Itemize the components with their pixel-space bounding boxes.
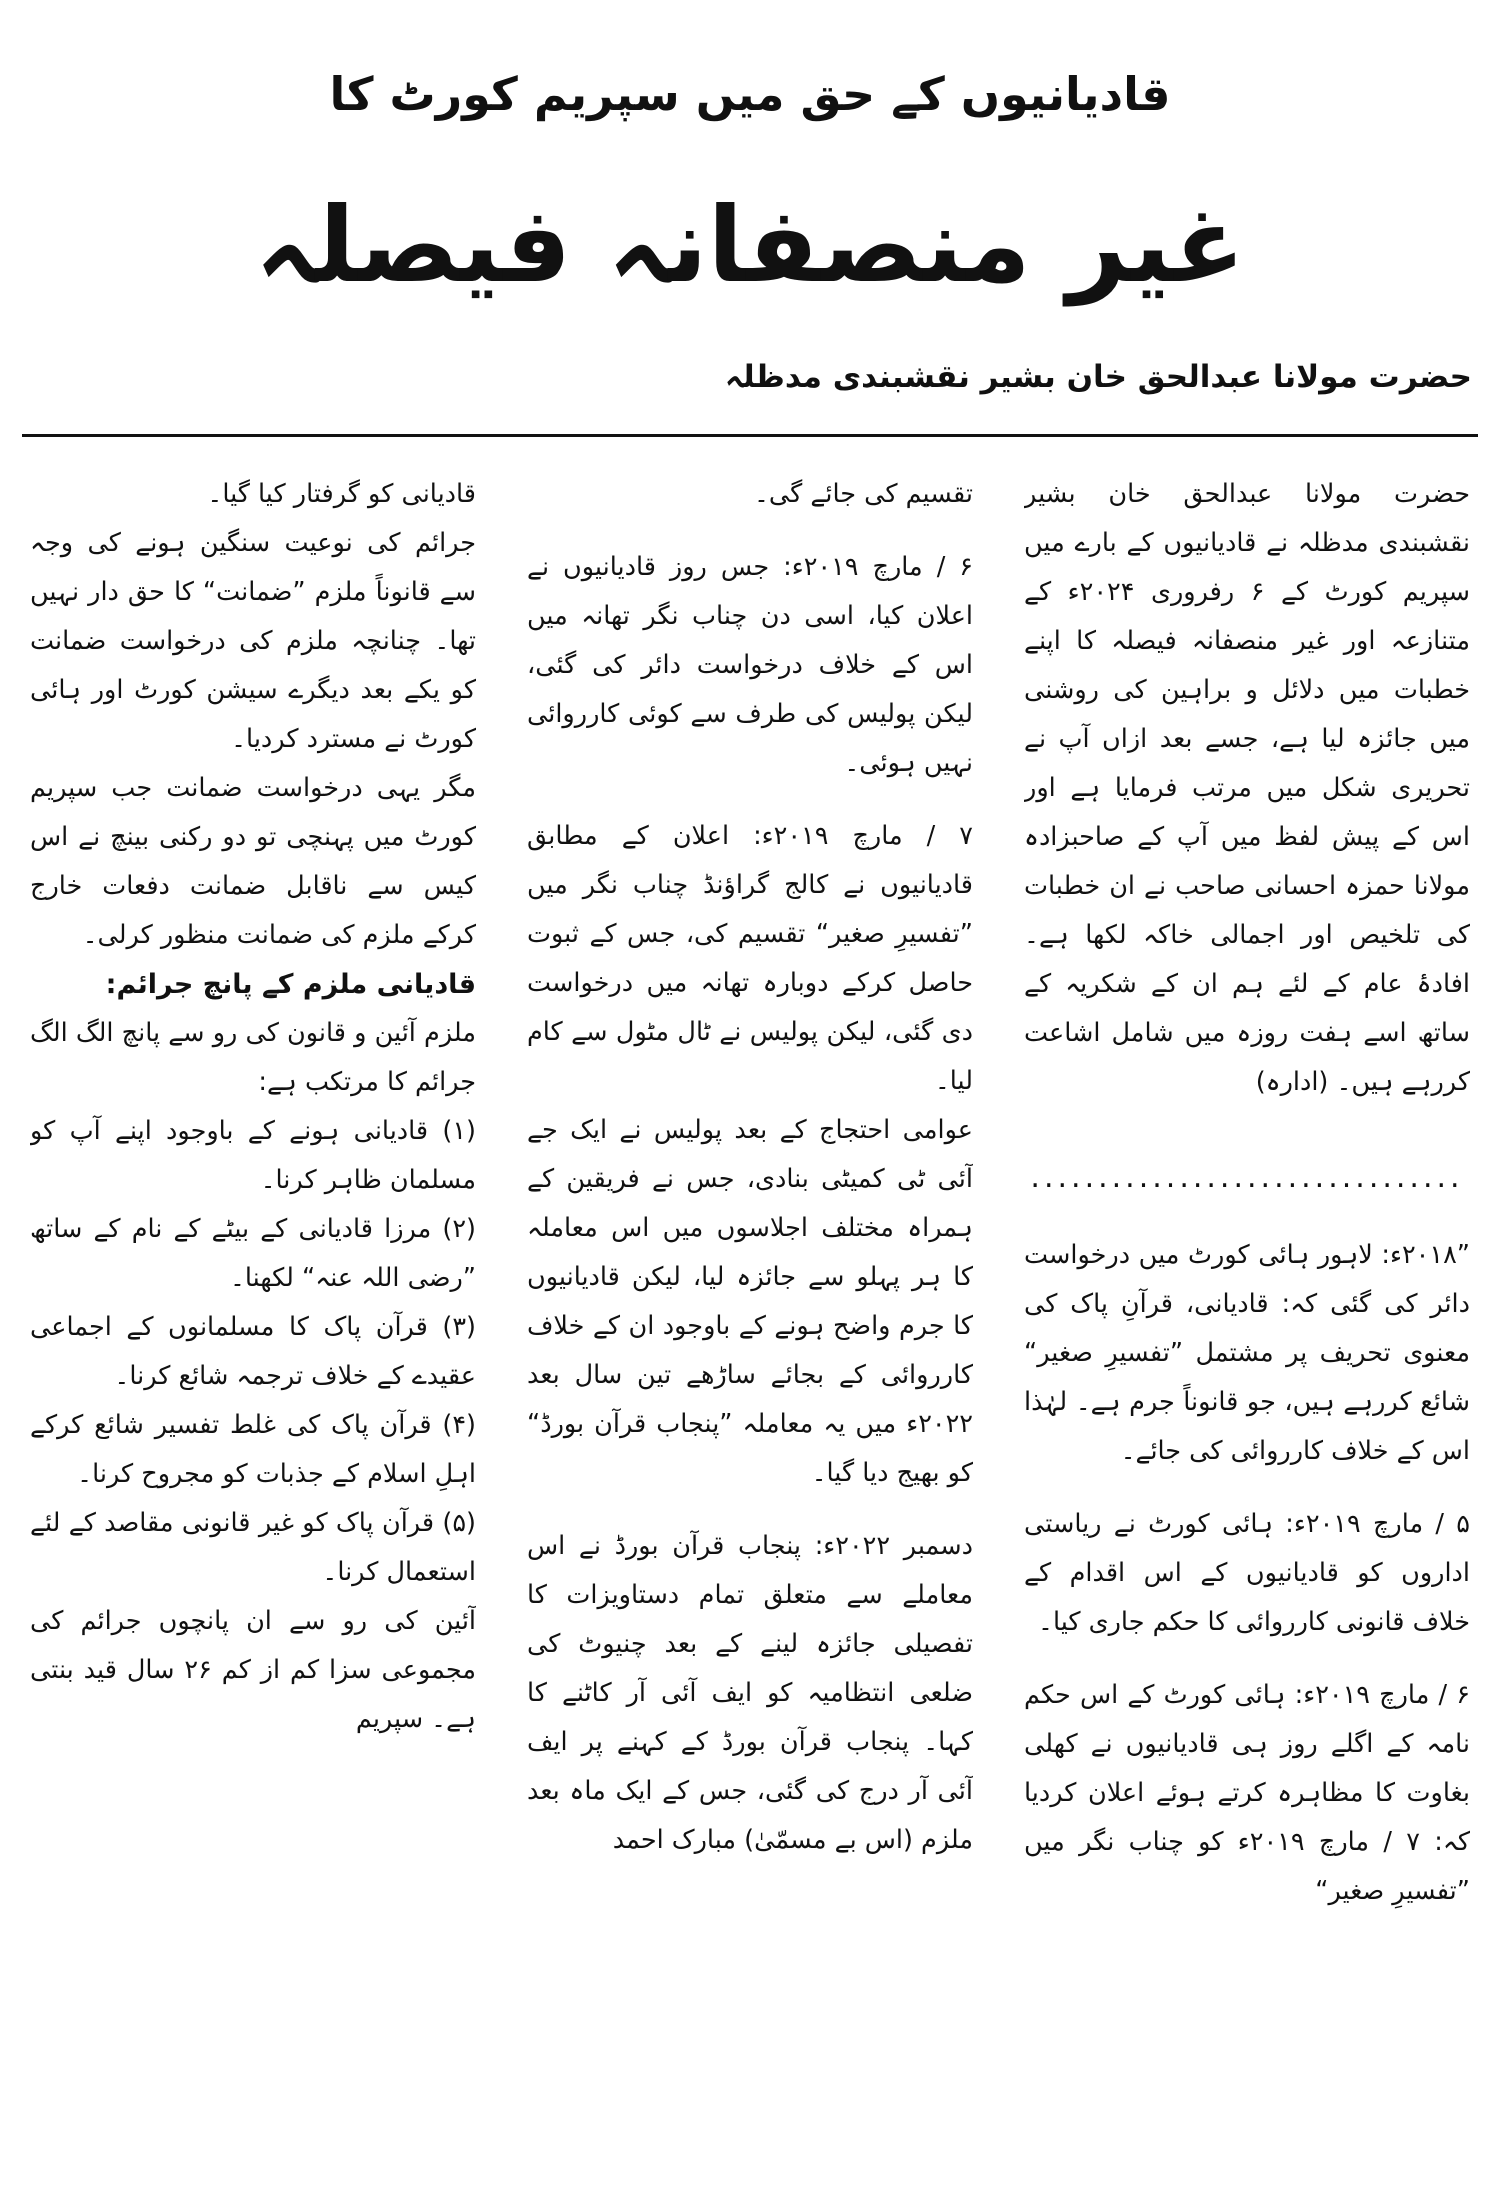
- crime-list-item: (۳) قرآن پاک کا مسلمانوں کے اجماعی عقیدے کے خلاف ترجمہ شائع کرنا۔: [30, 1312, 476, 1391]
- paragraph: ملزم آئین و قانون کی رو سے پانچ الگ الگ جرائم کا مرتکب ہے:: [30, 1018, 476, 1097]
- paragraph: قادیانی کو گرفتار کیا گیا۔: [207, 479, 476, 509]
- paragraph-gap: [1024, 1647, 1470, 1671]
- paragraph-gap: [527, 788, 973, 812]
- paragraph-gap: [527, 519, 973, 543]
- paragraph: آئین کی رو سے ان پانچوں جرائم کی مجموعی سزا کم از کم ۲۶ سال قید بنتی ہے۔ سپریم: [30, 1606, 476, 1734]
- paragraph: ۷ / مارچ ۲۰۱۹ء: اعلان کے مطابق قادیانیوں نے کالج گراؤنڈ چناب نگر میں ”تفسیرِ صغیر“ تقسیم کی، جس کے ثبوت حاصل کرکے دوبارہ تھانہ میں درخواست دی گئی، لیکن پولیس نے ٹال مٹول سے کام لیا۔: [527, 821, 973, 1096]
- article-byline: حضرت مولانا عبدالحق خان بشیر نقشبندی مدظلہ: [724, 359, 1472, 395]
- dotted-separator: ................................: [1030, 1160, 1464, 1195]
- article-kicker: قادیانیوں کے حق میں سپریم کورٹ کا: [329, 67, 1171, 121]
- paragraph: ۶ / مارچ ۲۰۱۹ء: ہائی کورٹ کے اس حکم نامہ کے اگلے روز ہی قادیانیوں نے کھلی بغاوت کا مظاہرہ کرتے ہوئے اعلان کردیا کہ: ۷ / مارچ ۲۰۱۹ء کو چناب نگر میں ”تفسیرِ صغیر“: [1024, 1680, 1470, 1906]
- paragraph: تقسیم کی جائے گی۔: [753, 479, 973, 509]
- column-right: [1024, 470, 1470, 2180]
- paragraph: ”۲۰۱۸ء: لاہور ہائی کورٹ میں درخواست دائر کی گئی کہ: قادیانی، قرآنِ پاک کی معنوی تحریف پر مشتمل ”تفسیرِ صغیر“ شائع کررہے ہیں، جو قانوناً جرم ہے۔ لہٰذا اس کے خلاف کارروائی کی جائے۔: [1024, 1240, 1470, 1466]
- paragraph: ۵ / مارچ ۲۰۱۹ء: ہائی کورٹ نے ریاستی اداروں کو قادیانیوں کے اس اقدام کے خلاف قانونی کارروائی کا حکم جاری کیا۔: [1024, 1509, 1470, 1637]
- header-divider: [22, 434, 1478, 437]
- article-headline: غیر منصفانہ فیصلہ: [254, 184, 1246, 306]
- paragraph: دسمبر ۲۰۲۲ء: پنجاب قرآن بورڈ نے اس معاملے سے متعلق تمام دستاویزات کا تفصیلی جائزہ لینے کے بعد چنیوٹ کی ضلعی انتظامیہ کو ایف آئی آر کاٹنے کا کہا۔ پنجاب قرآن بورڈ کے کہنے پر ایف آئی آر درج کی گئی، جس کے ایک ماہ بعد ملزم (اس بے مسمّیٰ) مبارک احمد: [527, 1531, 973, 1855]
- crime-list-item: (۱) قادیانی ہونے کے باوجود اپنے آپ کو مسلمان ظاہر کرنا۔: [30, 1116, 476, 1195]
- crimes-subheading: قادیانی ملزم کے پانچ جرائم:: [105, 969, 476, 1000]
- paragraph: ۶ / مارچ ۲۰۱۹ء: جس روز قادیانیوں نے اعلان کیا، اسی دن چناب نگر تھانہ میں اس کے خلاف درخواست دائر کی گئی، لیکن پولیس کی طرف سے کوئی کارروائی نہیں ہوئی۔: [527, 552, 973, 778]
- paragraph-gap: [527, 1498, 973, 1522]
- crime-list-item: (۵) قرآن پاک کو غیر قانونی مقاصد کے لئے استعمال کرنا۔: [30, 1508, 476, 1587]
- paragraph: مگر یہی درخواست ضمانت جب سپریم کورٹ میں پہنچی تو دو رکنی بینچ نے اس کیس سے ناقابل ضمانت دفعات خارج کرکے ملزم کی ضمانت منظور کرلی۔: [30, 773, 476, 950]
- paragraph: عوامی احتجاج کے بعد پولیس نے ایک جے آئی ٹی کمیٹی بنادی، جس نے فریقین کے ہمراہ مختلف اجلاسوں میں اس معاملہ کا ہر پہلو سے جائزہ لیا، لیکن قادیانیوں کا جرم واضح ہونے کے باوجود ان کے خلاف کارروائی کے بجائے ساڑھے تین سال بعد ۲۰۲۲ء میں یہ معاملہ ”پنجاب قرآن بورڈ“ کو بھیج دیا گیا۔: [527, 1115, 973, 1488]
- editor-intro: حضرت مولانا عبدالحق خان بشیر نقشبندی مدظلہ نے قادیانیوں کے بارے میں سپریم کورٹ کے ۶ رفروری ۲۰۲۴ء کے متنازعہ اور غیر منصفانہ فیصلہ کا اپنے خطبات میں دلائل و براہین کی روشنی میں جائزہ لیا ہے، جسے بعد ازاں آپ نے تحریری شکل میں مرتب فرمایا ہے اور اس کے پیش لفظ میں آپ کے صاحبزادہ مولانا حمزہ احسانی صاحب نے ان خطبات کی تلخیص اور اجمالی خاکہ لکھا ہے۔ افادۂ عام کے لئے ہم ان کے شکریہ کے ساتھ اسے ہفت روزہ میں شامل اشاعت کررہے ہیں۔ (ادارہ): [1024, 479, 1470, 1097]
- column-left: [30, 470, 476, 2180]
- column-middle: [527, 470, 973, 2180]
- paragraph: جرائم کی نوعیت سنگین ہونے کی وجہ سے قانوناً ملزم ”ضمانت“ کا حق دار نہیں تھا۔ چنانچہ ملزم کی درخواست ضمانت کو یکے بعد دیگرے سیشن کورٹ اور ہائی کورٹ نے مسترد کردیا۔: [30, 528, 476, 754]
- crime-list-item: (۲) مرزا قادیانی کے بیٹے کے نام کے ساتھ ”رضی اللہ عنہ“ لکھنا۔: [30, 1214, 476, 1293]
- crime-list-item: (۴) قرآن پاک کی غلط تفسیر شائع کرکے اہلِ اسلام کے جذبات کو مجروح کرنا۔: [30, 1410, 476, 1489]
- paragraph-gap: [1024, 1476, 1470, 1500]
